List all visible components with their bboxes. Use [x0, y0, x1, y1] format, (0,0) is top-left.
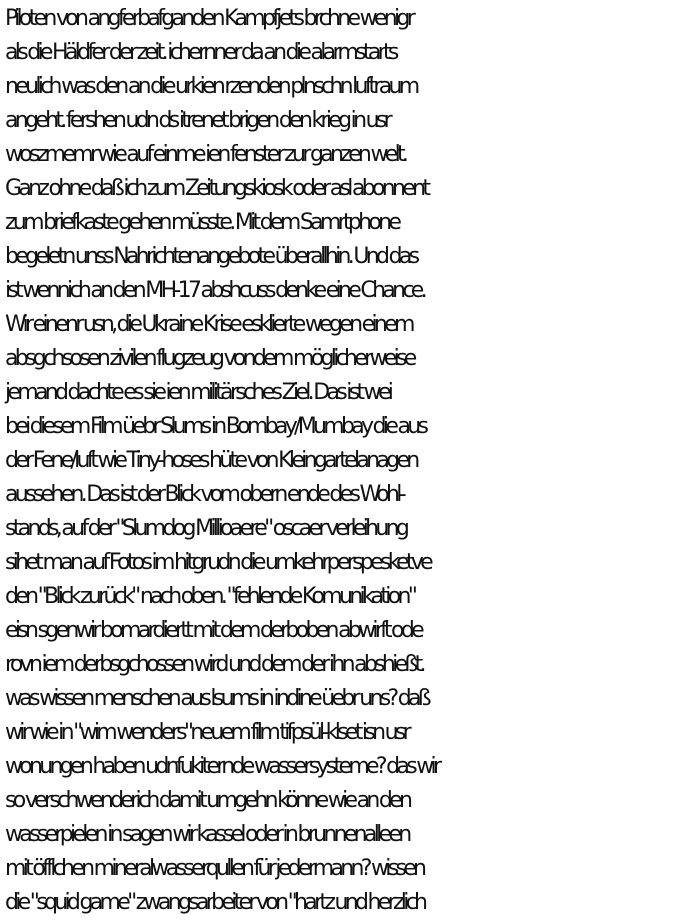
text-line: wonungen haben udnfukiternde wassersysteme? das wir — [5, 754, 439, 779]
text-line: woszmemr wie auf einme ien fenster zur ganzen welt. — [5, 142, 406, 167]
text-line: Wir einenr usn, die Ukraine Krise esklierte wegen einem — [5, 312, 412, 337]
text-line: Ganz ohne daß ich zum Zeitungskiosk oder asl abonnent — [5, 176, 428, 201]
text-line: als die Häldfer der zeit. ichernner da an die alarmstarts — [5, 40, 396, 65]
text-line: neulich was den an die urkien rzenden plnschn luftraum — [5, 74, 417, 99]
body-text — [5, 2, 684, 920]
text-line: begeletn unss Nahrichtenangebote überallhin. Und das — [5, 244, 417, 269]
text-line: den "Blick zurück" nach oben. "fehlende Komunikation" — [5, 584, 415, 609]
text-line: Piloten von angferbafganden Kampfjets brchne wenigr — [5, 6, 413, 31]
text-line: was wissen menschen aus lsums in indine üebr uns? daß — [5, 686, 428, 711]
text-line: angeht. fershen udn ds itrenet brigen den krieg in usr — [5, 108, 389, 133]
text-line: ist wennich an den MH-17 abshcuss denke eine Chance. — [5, 278, 424, 303]
text-line: die "squid game" zwangsarbeiter von "hartz und herzlich — [5, 890, 425, 915]
text-line: absgchsosen zivilen flugzeug vondem möglicherweise — [5, 346, 414, 371]
text-line: jemand dachte es sie ien militärsches Ziel. Das ist wei — [5, 380, 391, 405]
text-line: stands, auf der "Slumdog Millioaere" oscaer verleihung — [5, 516, 407, 541]
text-line: bei diesem Film üebr Slums in Bombay/Mumbay die aus — [5, 414, 426, 439]
text-line: so verschwenderich damit umgehn könne wie an den — [5, 788, 410, 813]
text-line: mit öfflchen mineralwasserqullen für jedermann? wissen — [5, 856, 424, 881]
text-line: rovn iem derbsgchossen wird und dem der ihn abshießt. — [5, 652, 423, 677]
text-line: aussehen. Das ist der Blick vom obern ende des Wohl- — [5, 482, 403, 507]
text-line: eisn sgenwir bomardiertt mit dem derboben abwirft ode — [5, 618, 421, 643]
text-line: wir wie in "wim wenders"neuem film tifpsül-klset isn usr — [5, 720, 408, 745]
text-line: zum briefkaste gehen müsste. Mit dem Samrtphone — [5, 210, 399, 235]
text-line: wasserpielen in sagen wir kassel oder in brunnenalleen — [5, 822, 409, 847]
text-line: der Fene/luft wie Tiny-hoses hüte von Kleingartelanagen — [5, 448, 417, 473]
text-line: sihet man auf Fotos im hitgrudn die umkehrperspesketve — [5, 550, 430, 575]
